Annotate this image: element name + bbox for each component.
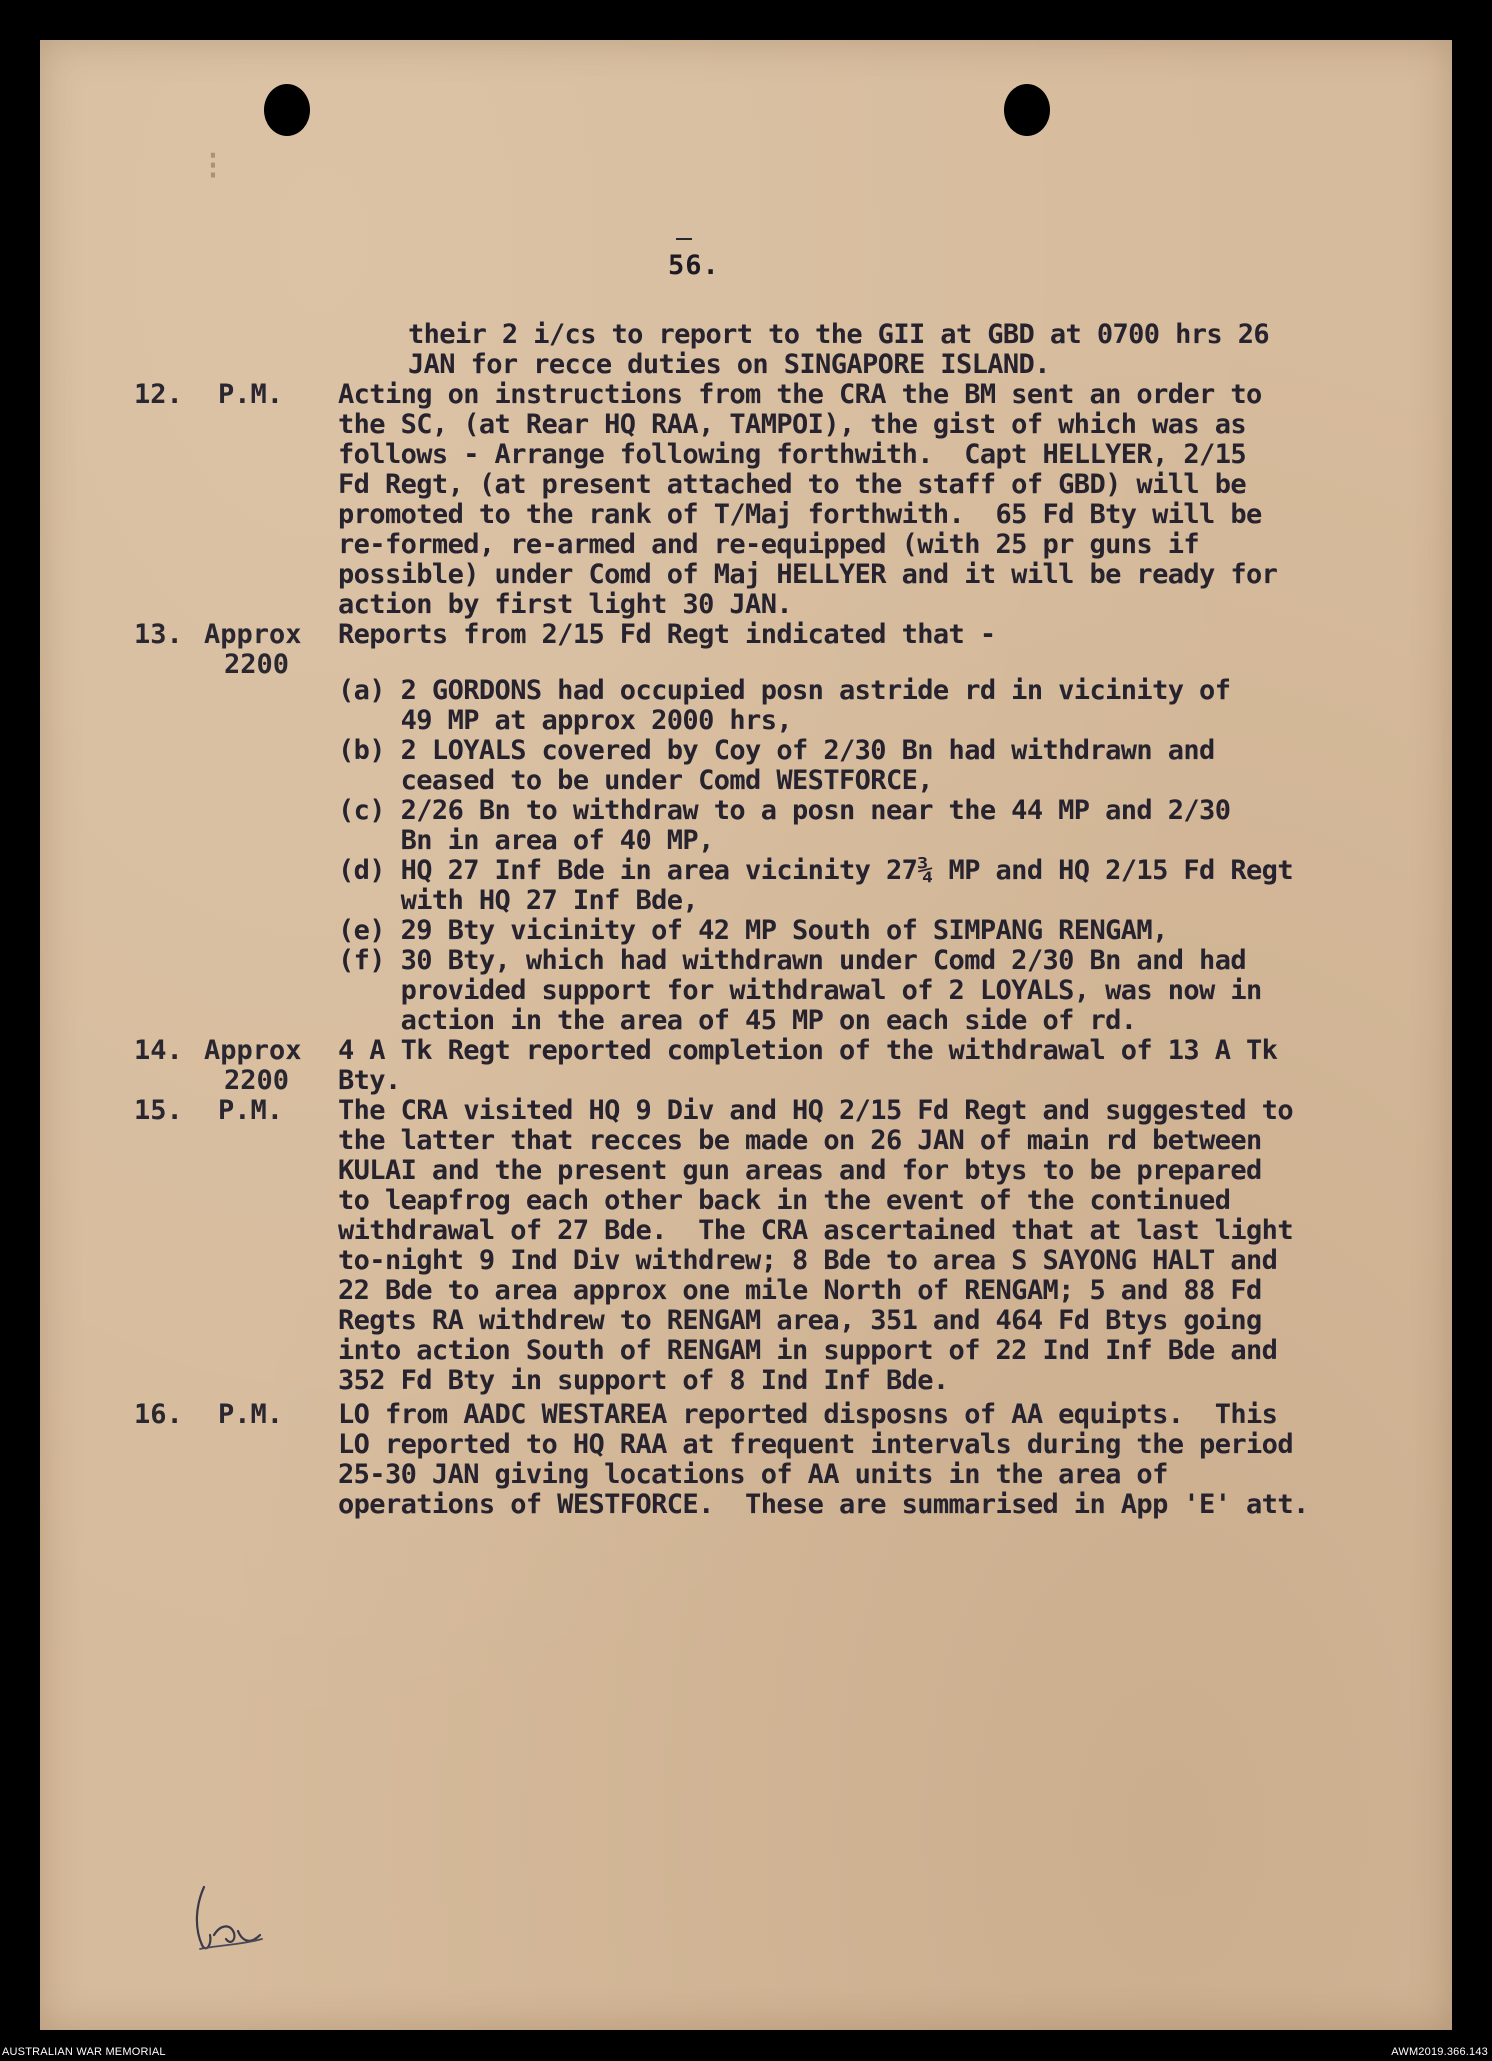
list-item: (d) HQ 27 Inf Bde in area vicinity 27¾ MP and HQ 2/15 Fd Regt bbox=[338, 855, 1293, 886]
text-line: follows - Arrange following forthwith. Capt HELLYER, 2/15 bbox=[338, 439, 1247, 470]
text-line: 22 Bde to area approx one mile North of RENGAM; 5 and 88 Fd bbox=[338, 1275, 1262, 1306]
text-line: promoted to the rank of T/Maj forthwith. 65 Fd Bty will be bbox=[338, 499, 1262, 530]
text-line: JAN for recce duties on SINGAPORE ISLAND. bbox=[408, 349, 1050, 380]
list-item: (a) 2 GORDONS had occupied posn astride rd in vicinity of bbox=[338, 675, 1231, 706]
text-line: re-formed, re-armed and re-equipped (with 25 pr guns if bbox=[338, 529, 1200, 560]
text-line: Fd Regt, (at present attached to the staff of GBD) will be bbox=[338, 469, 1247, 500]
list-item: with HQ 27 Inf Bde, bbox=[338, 885, 699, 916]
entry-number: 12. bbox=[134, 379, 183, 410]
list-item: Bn in area of 40 MP, bbox=[338, 825, 714, 856]
list-item: action in the area of 45 MP on each side of rd. bbox=[338, 1005, 1137, 1036]
archive-reference: AWM2019.366.143 bbox=[1391, 2046, 1488, 2058]
text-line: Acting on instructions from the CRA the BM sent an order to bbox=[338, 379, 1262, 410]
list-item: provided support for withdrawal of 2 LOYALS, was now in bbox=[338, 975, 1262, 1006]
text-line: Bty. bbox=[338, 1065, 401, 1096]
entry-time: P.M. bbox=[218, 1399, 284, 1430]
page-number-text: 56. bbox=[668, 250, 720, 281]
archive-credit: AUSTRALIAN WAR MEMORIAL bbox=[2, 2046, 166, 2058]
list-item: 49 MP at approx 2000 hrs, bbox=[338, 705, 793, 736]
text-line: into action South of RENGAM in support of 22 Ind Inf Bde and bbox=[338, 1335, 1278, 1366]
text-line: their 2 i/cs to report to the GII at GBD at 0700 hrs 26 bbox=[408, 319, 1270, 350]
entry-number: 16. bbox=[134, 1399, 183, 1430]
entry-time: Approx bbox=[204, 1035, 302, 1066]
list-item: (f) 30 Bty, which had withdrawn under Comd 2/30 Bn and had bbox=[338, 945, 1247, 976]
text-line: possible) under Comd of Maj HELLYER and it will be ready for bbox=[338, 559, 1278, 590]
entry-time: 2200 bbox=[224, 1065, 290, 1096]
text-line: action by first light 30 JAN. bbox=[338, 589, 793, 620]
signature-icon bbox=[190, 1875, 270, 1965]
text-line: to leapfrog each other back in the event of the continued bbox=[338, 1185, 1231, 1216]
text-line: withdrawal of 27 Bde. The CRA ascertained that at last light bbox=[338, 1215, 1293, 1246]
entry-time: P.M. bbox=[218, 1095, 284, 1126]
entry-time: 2200 bbox=[224, 649, 290, 680]
text-line: LO from AADC WESTAREA reported disposns of AA equipts. This bbox=[338, 1399, 1278, 1430]
text-line: LO reported to HQ RAA at frequent intervals during the period bbox=[338, 1429, 1293, 1460]
list-item: (c) 2/26 Bn to withdraw to a posn near the 44 MP and 2/30 bbox=[338, 795, 1231, 826]
text-line: to-night 9 Ind Div withdrew; 8 Bde to area S SAYONG HALT and bbox=[338, 1245, 1278, 1276]
list-item: (b) 2 LOYALS covered by Coy of 2/30 Bn had withdrawn and bbox=[338, 735, 1215, 766]
text-line: the SC, (at Rear HQ RAA, TAMPOI), the gist of which was as bbox=[338, 409, 1247, 440]
text-line: Regts RA withdrew to RENGAM area, 351 and 464 Fd Btys going bbox=[338, 1305, 1262, 1336]
torn-hole-mark: ⁝ bbox=[206, 143, 220, 189]
entry-number: 13. bbox=[134, 619, 183, 650]
entry-number: 14. bbox=[134, 1035, 183, 1066]
text-line: operations of WESTFORCE. These are summarised in App 'E' att. bbox=[338, 1489, 1309, 1520]
entry-time: Approx bbox=[204, 619, 302, 650]
text-line: 352 Fd Bty in support of 8 Ind Inf Bde. bbox=[338, 1365, 949, 1396]
text-line: the latter that recces be made on 26 JAN of main rd between bbox=[338, 1125, 1262, 1156]
text-line: The CRA visited HQ 9 Div and HQ 2/15 Fd Regt and suggested to bbox=[338, 1095, 1293, 1126]
text-line: Reports from 2/15 Fd Regt indicated that - bbox=[338, 619, 996, 650]
list-item: (e) 29 Bty vicinity of 42 MP South of SIMPANG RENGAM, bbox=[338, 915, 1168, 946]
list-item: ceased to be under Comd WESTFORCE, bbox=[338, 765, 933, 796]
text-line: 25-30 JAN giving locations of AA units in the area of bbox=[338, 1459, 1168, 1490]
entry-number: 15. bbox=[134, 1095, 183, 1126]
entry-time: P.M. bbox=[218, 379, 284, 410]
text-line: KULAI and the present gun areas and for btys to be prepared bbox=[338, 1155, 1262, 1186]
text-line: 4 A Tk Regt reported completion of the withdrawal of 13 A Tk bbox=[338, 1035, 1278, 1066]
